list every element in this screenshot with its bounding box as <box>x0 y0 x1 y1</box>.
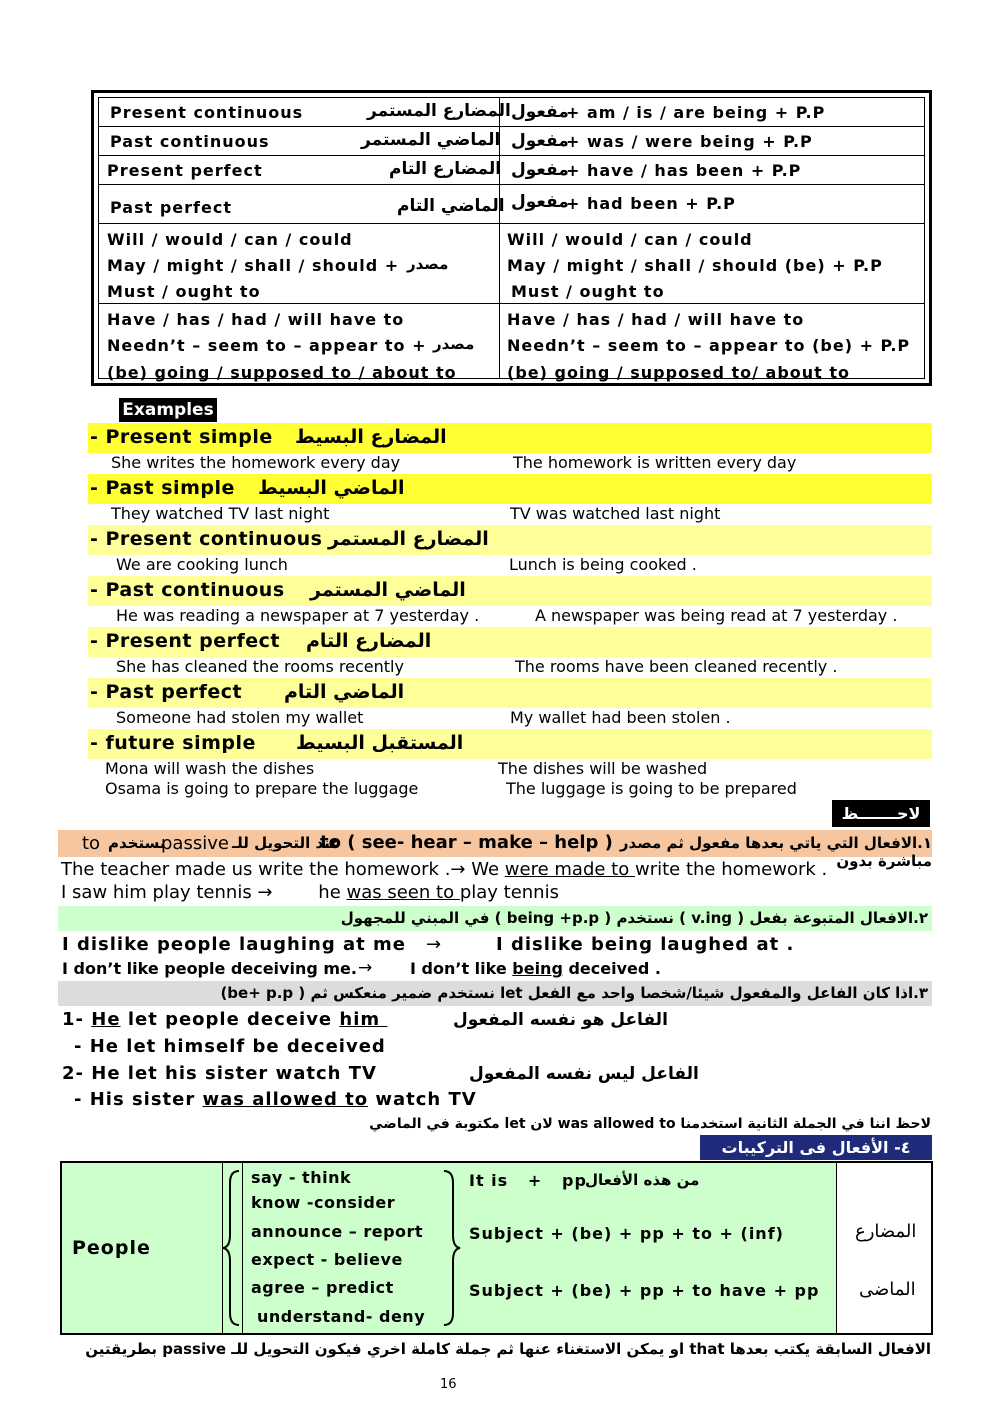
note3-line-3-ar: الفاعل ليس نفسه المفعول <box>469 1064 699 1084</box>
underlined-text: was seen to <box>346 882 460 903</box>
table-row <box>99 156 924 185</box>
semi-modal-line: Needn’t – seem to – appear to + <box>107 336 427 355</box>
text: I dislike people laughing at me <box>62 934 406 955</box>
passive-example: Lunch is being cooked . <box>509 555 697 574</box>
tense-table <box>91 90 932 386</box>
note1-ar: نستخدم <box>108 834 166 852</box>
modal-passive-line: Will / would / can / could <box>507 230 753 249</box>
band-title-ar: المضارع التام <box>306 630 432 652</box>
object-ar: مفعول <box>511 102 569 122</box>
example-band-past-perfect <box>88 678 932 708</box>
object-ar: مفعول <box>511 131 569 151</box>
underlined-text: He <box>91 1009 121 1030</box>
semi-modal-line: Have / has / had / will have to <box>107 310 405 329</box>
band-title-ar: المضارع المستمر <box>328 528 489 550</box>
semi-modal-passive-line: Needn’t – seem to – appear to (be) + P.P <box>507 336 911 355</box>
structures-cell <box>461 1163 837 1333</box>
arrow-icon: → <box>426 934 442 955</box>
note1-example-2 <box>61 882 559 903</box>
object-ar: مفعول <box>511 160 569 180</box>
text: deceived . <box>562 959 661 978</box>
passive-example: The rooms have been cleaned recently . <box>515 657 838 676</box>
example-band-present-simple <box>88 423 932 453</box>
note-label: لاحـــــــظ <box>832 800 930 827</box>
note2-band <box>58 906 932 931</box>
note1-passive: passive <box>161 833 229 854</box>
active-example: She has cleaned the rooms recently <box>116 657 404 676</box>
modal-line: Must / ought to <box>107 282 261 301</box>
note3-line-3: 2- He let his sister watch TV <box>62 1063 377 1084</box>
tense-present-ar: المضارع <box>855 1221 917 1242</box>
passive-form: + have / has been + P.P <box>566 161 802 180</box>
people-table <box>60 1161 933 1335</box>
text: I saw him play tennis → he <box>61 882 347 903</box>
verbs-cell <box>243 1163 441 1333</box>
passive-example: TV was watched last night <box>510 504 721 523</box>
passive-form: + am / is / are being + P.P <box>566 103 826 122</box>
passive-example: The homework is written every day <box>513 453 797 472</box>
infinitive-ar: مصدر <box>433 335 475 353</box>
note1-title-ar: ١.الافعال التي ياتي بعدها مفعول ثم مصدر مباشرة بدون <box>619 834 932 870</box>
passive-form: + had been + P.P <box>566 194 736 213</box>
note3-band <box>58 981 932 1006</box>
modal-line: Will / would / can / could <box>107 230 353 249</box>
underlined-text: were made to <box>504 859 635 880</box>
underlined-text: was allowed to <box>202 1089 369 1110</box>
text: - His sister <box>74 1089 203 1110</box>
modal-line: May / might / shall / should + <box>107 256 400 275</box>
example-band-present-perfect <box>88 627 932 657</box>
structure-item: Subject + (be) + pp + to have + pp <box>469 1281 820 1300</box>
passive-example: The dishes will be washed <box>498 759 708 778</box>
tense-past-ar: الماضى <box>859 1279 916 1300</box>
note3-title-ar: ٣.اذا كان الفاعل والمفعول شيئا/شخصا واحد مع الفعل let نستخدم ضمير منعكس ثم ( be+ p.p) <box>220 984 928 1002</box>
text: watch TV <box>368 1089 477 1110</box>
band-title-ar: المستقبل البسيط <box>296 732 464 754</box>
active-example: He was reading a newspaper at 7 yesterday . <box>116 606 480 625</box>
text: write the homework . <box>634 859 828 880</box>
footer-note: الافعال السابقة يكتب بعدها that او يمكن الاستغناء عنها ثم جملة كاملة اخري فيكون التحويل للـ passive بطريقتين <box>85 1340 931 1358</box>
tense-name: Present perfect <box>107 161 263 180</box>
table-row <box>99 127 924 156</box>
band-title: - Past perfect <box>90 681 243 703</box>
note4-title: ٤- الأفعال فى التركيبات <box>700 1135 932 1160</box>
note3-line-1-ar: الفاعل هو نفسه المفعول <box>453 1010 668 1030</box>
passive-example: My wallet had been stolen . <box>510 708 731 727</box>
tense-name: Past continuous <box>110 132 270 151</box>
verb-item: know -consider <box>251 1193 396 1212</box>
band-title: - Present continuous <box>90 528 323 550</box>
band-title: - Past continuous <box>90 579 285 601</box>
active-example: We are cooking lunch <box>116 555 288 574</box>
page-number: 16 <box>440 1377 457 1392</box>
note1-ar: عند التحويل للـ <box>232 834 341 852</box>
text: 1- <box>62 1009 92 1030</box>
tense-name: Past perfect <box>110 198 232 217</box>
verb-item: say - think <box>251 1168 352 1187</box>
table-row <box>99 98 924 127</box>
example-band-past-continuous <box>88 576 932 606</box>
tense-cell <box>837 1163 931 1333</box>
band-title-ar: الماضي المستمر <box>310 579 466 601</box>
band-title-ar: الماضي البسيط <box>258 477 405 499</box>
active-example: Osama is going to prepare the luggage <box>105 779 419 798</box>
verb-item: agree – predict <box>251 1278 394 1297</box>
active-example: Mona will wash the dishes <box>105 759 315 778</box>
note1-to: to <box>82 833 101 854</box>
subject-cell <box>62 1163 223 1333</box>
band-title: - Present perfect <box>90 630 280 652</box>
arrow-icon: → <box>358 958 373 978</box>
band-title: - Present simple <box>90 426 273 448</box>
left-brace-icon <box>222 1163 242 1333</box>
band-title: - future simple <box>90 732 256 754</box>
verb-item: expect - believe <box>251 1250 403 1269</box>
note2-example-2-passive <box>410 959 661 978</box>
text: let people deceive <box>120 1009 340 1030</box>
note3-line-4 <box>74 1089 477 1110</box>
table-row <box>99 224 924 304</box>
underlined-text: him <box>339 1009 388 1030</box>
note2-title-ar: ٢.الافعال المتبوعة بفعل ( v.ing ) نستخدم ( being +p.p ) في المبني للمجهول <box>340 909 928 927</box>
bracket-cell <box>441 1163 461 1333</box>
active-example: Someone had stolen my wallet <box>116 708 364 727</box>
semi-modal-line: (be) going / supposed to / about to <box>107 363 457 382</box>
note3-line-1 <box>62 1009 387 1030</box>
table-row <box>99 185 924 224</box>
structure-ar: من هذه الأفعال <box>585 1171 700 1189</box>
semi-modal-passive-line: (be) going / supposed to/ about to <box>507 363 851 382</box>
note1-verbs: to ( see- hear – make – help ) <box>320 832 613 853</box>
modal-passive-line: Must / ought to <box>511 282 665 301</box>
text: play tennis <box>459 882 559 903</box>
structure-item: Subject + (be) + pp + to + (inf) <box>469 1224 784 1243</box>
semi-modal-passive-line: Have / has / had / will have to <box>507 310 805 329</box>
tense-name: Present continuous <box>110 103 304 122</box>
verb-item: announce – report <box>251 1222 424 1241</box>
active-example: They watched TV last night <box>111 504 330 523</box>
subject-label: People <box>72 1237 151 1259</box>
table-row <box>99 304 924 384</box>
verb-item: understand- deny <box>257 1307 426 1326</box>
passive-example: A newspaper was being read at 7 yesterday . <box>535 606 898 625</box>
band-title-ar: المضارع البسيط <box>295 426 447 448</box>
text: The teacher made us write the homework .→ We <box>61 859 505 880</box>
note3-remark: لاحظ اننا في الجملة الثانية استخدمنا was allowed to لان let مكتوبة في الماضي <box>369 1116 931 1132</box>
right-brace-icon <box>441 1163 461 1333</box>
tense-name-ar: الماضي المستمر <box>361 130 501 150</box>
tense-name-ar: المضارع التام <box>389 159 502 179</box>
infinitive-ar: مصدر <box>407 255 449 273</box>
example-band-future-simple <box>88 729 932 759</box>
modal-passive-line: May / might / shall / should (be) + P.P <box>507 256 883 275</box>
example-band-past-simple <box>88 474 932 504</box>
note1-example-1 <box>61 859 827 880</box>
tense-name-ar: الماضي التام <box>397 196 505 216</box>
note2-example-1-passive: I dislike being laughed at . <box>496 934 795 955</box>
underlined-text: being <box>512 959 563 978</box>
structure-item: It is + pp <box>469 1171 587 1190</box>
text: I don’t like <box>410 959 513 978</box>
tense-name-ar: المضارع المستمر <box>367 101 511 121</box>
active-example: She writes the homework every day <box>111 453 401 472</box>
passive-example: The luggage is going to be prepared <box>506 779 797 798</box>
examples-title: Examples <box>119 398 217 422</box>
passive-form: + was / were being + P.P <box>566 132 813 151</box>
object-ar: مفعول <box>511 192 569 212</box>
note2-example-2: I don’t like people deceiving me. <box>62 959 357 978</box>
example-band-present-continuous <box>88 525 932 555</box>
note2-example-1 <box>62 934 406 955</box>
band-title: - Past simple <box>90 477 235 499</box>
band-title-ar: الماضي التام <box>284 681 405 703</box>
bracket-cell <box>222 1163 243 1333</box>
note3-line-2: - He let himself be deceived <box>74 1036 386 1057</box>
